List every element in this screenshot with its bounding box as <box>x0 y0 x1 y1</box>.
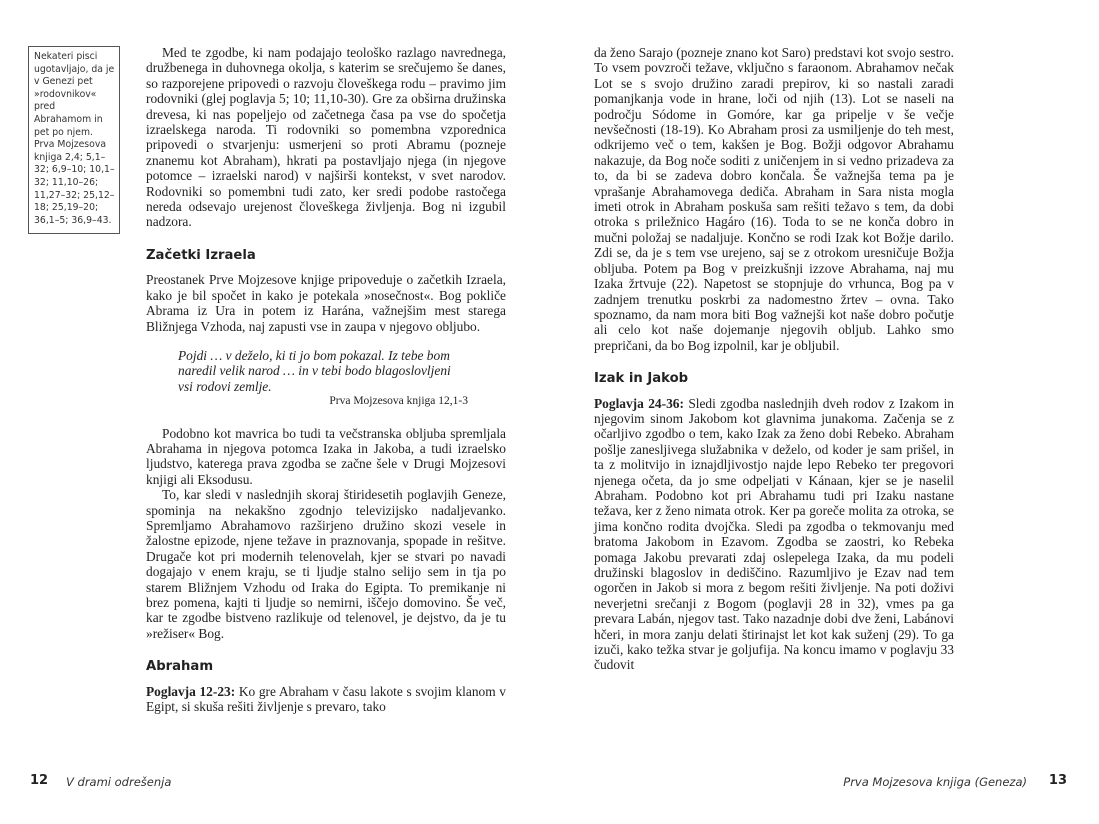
intro-paragraph: Med te zgodbe, ki nam podajajo teološko razlago navrednega, družbenega in duhovnega okolja, s katerim se srečujemo še danes, so razporejene pripovedi o razvoju človeškega rodu – pravimo jim rodovniki (glej poglavja 5; 10; 11,10-30). Gre za obširna družinska drevesa, ki nas popeljejo od začetnega časa pa vse do spočetja izraelskega naroda. Ti rodovniki so pomembna vzporednica pripovedi o stvarjenju: usmerjeni so proti Abramu (pozneje znanemu kot Abraham), hkrati pa postavljajo njega (in njegove potomce – izraelski narod) v najširši kontekst, v svet narodov. Rodovniki so pomembni tudi zato, ker sredi podobe rastočega nereda odsevajo urejenost človeškega življenja. Bog ni izgubil nadzora. <box>146 45 506 230</box>
section-heading-beginnings: Začetki Izraela <box>146 247 256 263</box>
paragraph <box>146 684 506 715</box>
right-column <box>594 45 954 673</box>
scripture-quote <box>178 348 468 410</box>
quote-source: Prva Mojzesova knjiga 12,1-3 <box>329 395 468 408</box>
chapter-range-lead: Poglavja 12-23: <box>146 683 236 699</box>
right-page <box>549 0 1099 824</box>
running-title: Prva Mojzesova knjiga (Geneza) <box>843 775 1027 789</box>
sidenote-box: Nekateri pisci ugotavljajo, da je v Genezi pet »rodovnikov« pred Abrahamom in pet po njem. Prva Mojzesova knjiga 2,4; 5,1–32; 6,9–10; 10,1–32; 11,10–26; 11,27–32; 25,12–18; 25,19–20; 36,1–5; 36,9–43. <box>28 46 120 234</box>
paragraph-text: Ko gre Abraham v času lakote s svojim klanom v Egipt, si skuša rešiti življenje s prevaro, tako <box>146 683 506 715</box>
paragraph <box>594 396 954 673</box>
paragraph: Preostanek Prve Mojzesove knjige pripoveduje o začetkih Izraela, kako je bil spočet in kako je potekala »nosečnost«. Bog pokliče Abrama iz Ura in potem iz Harána, važnejšim mest starega Bližnjega Vzhoda, naj zapusti vse in zaupa v njegovo obljubo. <box>146 272 506 334</box>
paragraph: To, kar sledi v naslednjih skoraj štiridesetih poglavjih Geneze, spominja na nekakšno zgodnjo televizijsko nadaljevanko. Spremljamo Abrahamovo razširjeno družino skozi vesele in žalostne epizode, njene težave in praznovanja, spopade in rešitve. Drugače kot pri modernih telenovelah, kjer se stvari po navadi dogajajo v enem kraju, se ti ljudje stalno selijo sem in tja po starem Bližnjem Vzhodu od Iraka do Egipta. To premikanje ni brez pomena, kajti ti ljudje so nemirni, iščejo domovino. Še več, kar te zgodbe bistveno razlikuje od telenovel, je dejstvo, da je tu »režiser« Bog. <box>146 487 506 641</box>
page-number: 13 <box>1048 773 1067 788</box>
paragraph-text: Sledi zgodba naslednjih dveh rodov z Izakom in njegovim sinom Jakobom kot glavnima junakoma. Začenja se z očarljivo zgodbo o tem, kako Izak za ženo dobi Rebeko. Abraham pošlje zanesljivega služabnika v deželo, od koder je sam prišel, in ta z molitvijo in iznajdljivostjo najde lepo Rebeko ter pregovori njenega očeta, da jo sme odpeljati v Kánaan, kjer se je naselil Abraham. Podobno kot pri Abrahamu tudi pri Izaku nastane težava, ker z ženo nimata otrok. Ker pa goreče molita za otroka, se jima končno rodita dvojčka. Sledi pa zgodba o tekmovanju med bratoma Jakobom in Ezavom. Zgodba se zaostri, ko Rebeka pomaga Jakobu prevarati zdaj oslepelega Izaka, da mu podeli družinski blagoslov in dediščino. Razumljivo je Ezav nad tem ogorčen in Jakob si mora z begom rešiti življenje. Na poti doživi neverjetni srečanji z Bogom (poglavji 28 in 32), vmes pa ga prevara Labán, njegov tast. Tako nazadnje dobi dve ženi, Labánovi hčeri, in mora zanju delati štirinajst let kot kak suženj (29). To ga izuči, kako težka stvar je goljufija. Na koncu imamo v poglavju 33 čudovit <box>594 395 954 673</box>
paragraph: Podobno kot mavrica bo tudi ta večstranska obljuba spremljala Abrahama in njegova potomca Izaka in Jakoba, a tudi izraelsko ljudstvo, katerega prava zgodba se začne šele v Drugi Mojzesovi knjigi ali Eksodusu. <box>146 425 506 487</box>
paragraph: da ženo Sarajo (pozneje znano kot Saro) predstavi kot svojo sestro. To vsem povzroči težave, vključno s faraonom. Abrahamov nečak Lot se s svojo družino zaradi prepirov, ki so nastali zaradi pomanjkanja vode in hrane, loči od njih (13). Lot se naseli na področju Sódome in Gomóre, kar ga pripelje v še večje nevšečnosti (18-19). Ko Abraham prosi za usmiljenje do teh mest, odkrijemo več o tem, kakšen je Bog. Božji odgovor Abrahamu nakazuje, da Bog noče soditi z uničenjem in si vedno prizadeva za to, da bi se zadeva dobro končala. Še važnejša tema pa je vprašanje Abrahamovega dediča. Abraham in Sara nista mogla imeti otrok in Abraham poskuša sam rešiti težavo s tem, da dobi otroka s priležnico Hagáro (16). Toda to se ne konča dobro in mučni položaj se nadaljuje. Končno se rodi Izak kot Božje darilo. Zdi se, da je s tem vse urejeno, saj se z otrokom uresničuje Božja obljuba. Potem pa Bog v preizkušnji izzove Abrahama, naj mu Izaka žrtvuje (22). Napetost se stopnjuje do vrhunca, Bog pa v zadnjem trenutku poskrbi za nadomestno žrtev – ovna. Tako spoznamo, da nam mora biti Bog važnejši kot naše dobro počutje ali celo kot naše dojemanje njegovih obljub. Lahko smo prepričani, da bo Bog izpolnil, kar je obljubil. <box>594 45 954 353</box>
quote-text: Pojdi … v deželo, ki ti jo bom pokazal. Iz tebe bom naredil velik narod … in v tebi bodo blagoslovljeni vsi rodovi zemlje. <box>178 347 451 394</box>
section-heading-isaac-jacob: Izak in Jakob <box>594 371 689 387</box>
left-column <box>146 45 506 714</box>
section-heading-abraham: Abraham <box>146 659 214 675</box>
left-page <box>0 0 549 824</box>
chapter-range-lead: Poglavja 24-36: <box>594 395 684 411</box>
page-number: 12 <box>30 773 49 788</box>
running-title: V drami odrešenja <box>66 775 172 789</box>
